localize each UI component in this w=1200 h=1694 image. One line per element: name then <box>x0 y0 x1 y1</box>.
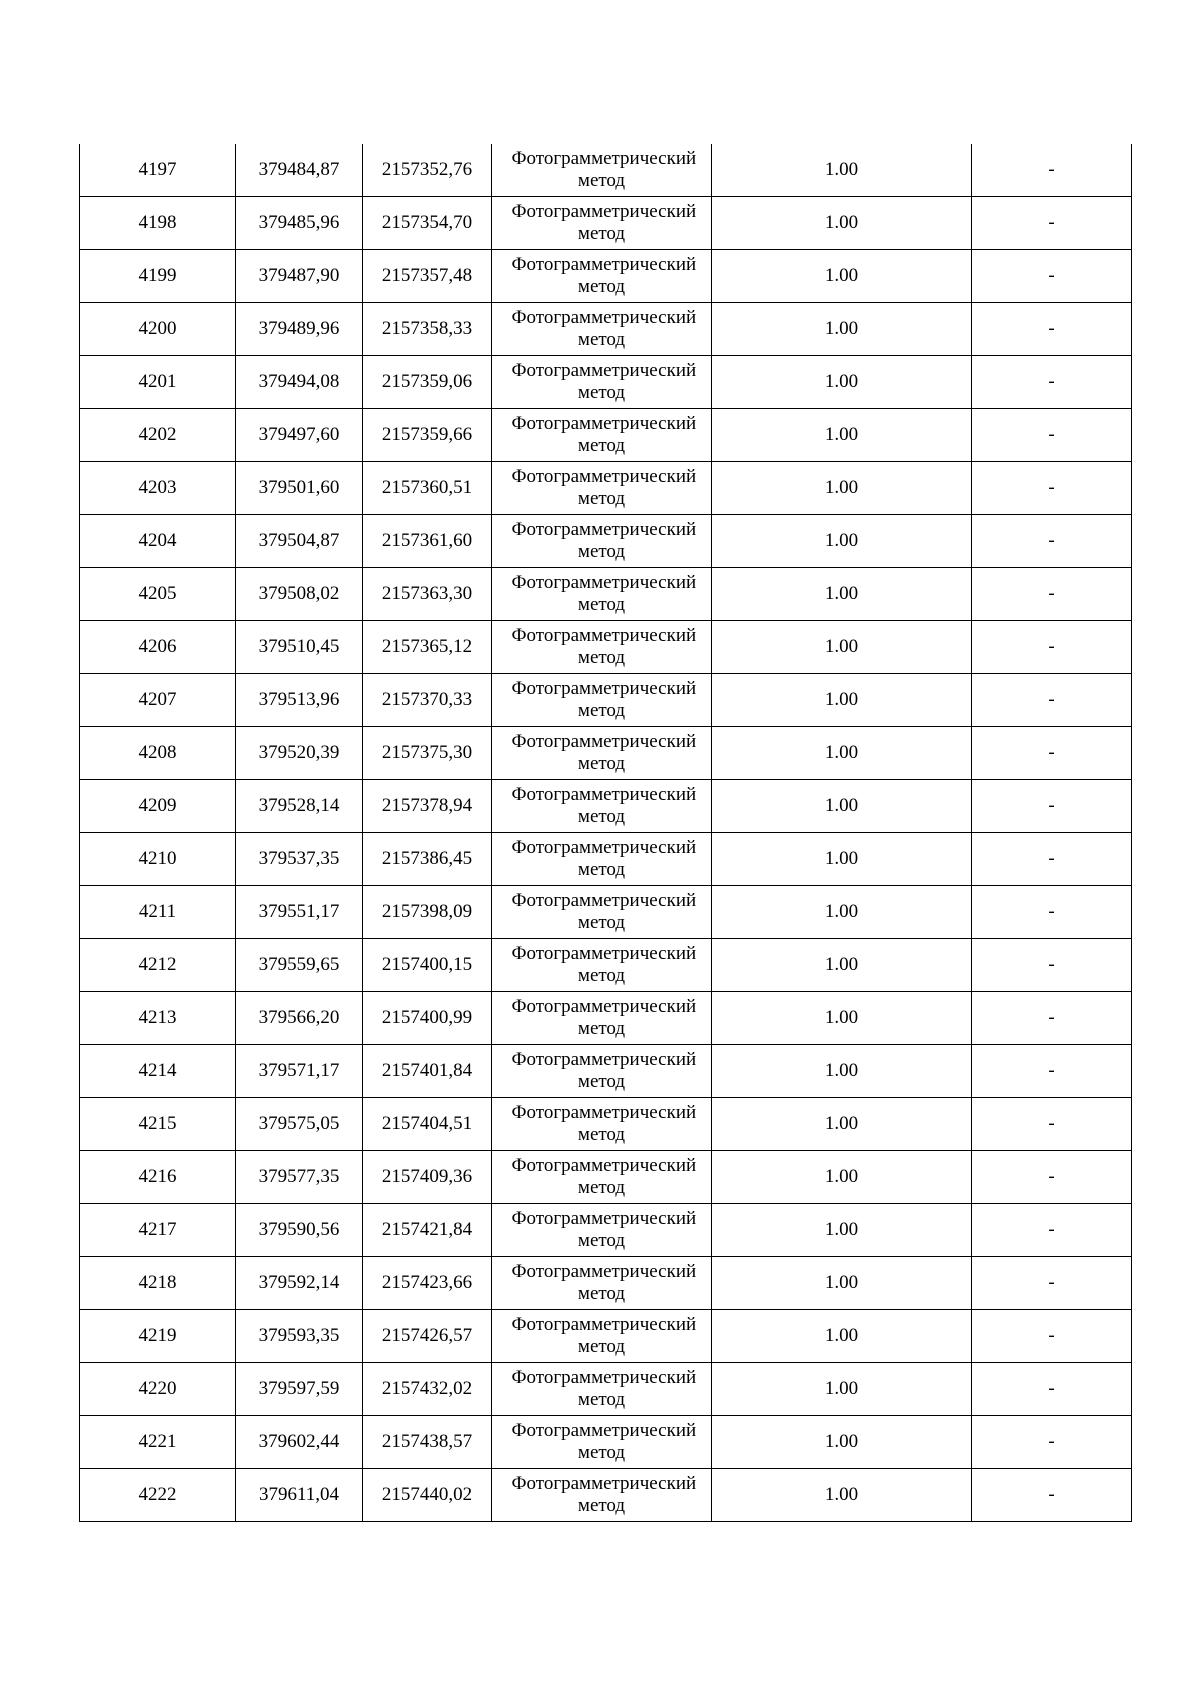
point-number-cell: 4213 <box>80 992 236 1045</box>
y-coordinate-cell: 2157352,76 <box>363 144 492 197</box>
method-cell <box>492 833 712 886</box>
x-coordinate-cell: 379602,44 <box>236 1416 363 1469</box>
x-coordinate-cell: 379501,60 <box>236 462 363 515</box>
y-coordinate-cell: 2157421,84 <box>363 1204 492 1257</box>
note-cell: - <box>972 1310 1132 1363</box>
point-number-cell: 4211 <box>80 886 236 939</box>
accuracy-cell: 1.00 <box>712 1310 972 1363</box>
accuracy-cell: 1.00 <box>712 833 972 886</box>
method-cell <box>492 939 712 992</box>
method-text: Фотограмметрический метод <box>511 890 697 933</box>
point-number-cell: 4205 <box>80 568 236 621</box>
accuracy-cell: 1.00 <box>712 1469 972 1522</box>
table-row <box>80 144 1132 197</box>
note-cell: - <box>972 303 1132 356</box>
method-text: Фотограмметрический метод <box>511 1367 697 1410</box>
table-row <box>80 250 1132 303</box>
point-number-cell: 4220 <box>80 1363 236 1416</box>
accuracy-cell: 1.00 <box>712 1045 972 1098</box>
point-number-cell: 4208 <box>80 727 236 780</box>
x-coordinate-cell: 379485,96 <box>236 197 363 250</box>
method-text: Фотограмметрический метод <box>511 519 697 562</box>
y-coordinate-cell: 2157370,33 <box>363 674 492 727</box>
table-row <box>80 303 1132 356</box>
accuracy-cell: 1.00 <box>712 992 972 1045</box>
method-cell <box>492 356 712 409</box>
x-coordinate-cell: 379577,35 <box>236 1151 363 1204</box>
x-coordinate-cell: 379537,35 <box>236 833 363 886</box>
table-row <box>80 621 1132 674</box>
table-row <box>80 1416 1132 1469</box>
accuracy-cell: 1.00 <box>712 939 972 992</box>
note-cell: - <box>972 1363 1132 1416</box>
method-cell <box>492 1469 712 1522</box>
accuracy-cell: 1.00 <box>712 674 972 727</box>
table-row <box>80 674 1132 727</box>
y-coordinate-cell: 2157359,06 <box>363 356 492 409</box>
accuracy-cell: 1.00 <box>712 568 972 621</box>
note-cell: - <box>972 568 1132 621</box>
y-coordinate-cell: 2157360,51 <box>363 462 492 515</box>
x-coordinate-cell: 379593,35 <box>236 1310 363 1363</box>
method-cell <box>492 1204 712 1257</box>
method-cell <box>492 1416 712 1469</box>
method-cell <box>492 780 712 833</box>
y-coordinate-cell: 2157378,94 <box>363 780 492 833</box>
method-cell <box>492 992 712 1045</box>
note-cell: - <box>972 1257 1132 1310</box>
point-number-cell: 4214 <box>80 1045 236 1098</box>
x-coordinate-cell: 379504,87 <box>236 515 363 568</box>
method-text: Фотограмметрический метод <box>511 678 697 721</box>
point-number-cell: 4215 <box>80 1098 236 1151</box>
y-coordinate-cell: 2157398,09 <box>363 886 492 939</box>
x-coordinate-cell: 379551,17 <box>236 886 363 939</box>
table-row <box>80 356 1132 409</box>
point-number-cell: 4222 <box>80 1469 236 1522</box>
accuracy-cell: 1.00 <box>712 1204 972 1257</box>
y-coordinate-cell: 2157400,99 <box>363 992 492 1045</box>
point-number-cell: 4217 <box>80 1204 236 1257</box>
y-coordinate-cell: 2157404,51 <box>363 1098 492 1151</box>
x-coordinate-cell: 379487,90 <box>236 250 363 303</box>
method-text: Фотограмметрический метод <box>511 1473 697 1516</box>
accuracy-cell: 1.00 <box>712 356 972 409</box>
point-number-cell: 4202 <box>80 409 236 462</box>
table-row <box>80 992 1132 1045</box>
x-coordinate-cell: 379484,87 <box>236 144 363 197</box>
point-number-cell: 4216 <box>80 1151 236 1204</box>
y-coordinate-cell: 2157361,60 <box>363 515 492 568</box>
accuracy-cell: 1.00 <box>712 462 972 515</box>
x-coordinate-cell: 379590,56 <box>236 1204 363 1257</box>
x-coordinate-cell: 379513,96 <box>236 674 363 727</box>
accuracy-cell: 1.00 <box>712 1416 972 1469</box>
method-cell <box>492 1045 712 1098</box>
method-cell <box>492 1257 712 1310</box>
method-text: Фотограмметрический метод <box>511 1208 697 1251</box>
accuracy-cell: 1.00 <box>712 1257 972 1310</box>
method-text: Фотограмметрический метод <box>511 996 697 1039</box>
note-cell: - <box>972 197 1132 250</box>
method-cell <box>492 1363 712 1416</box>
table-row <box>80 409 1132 462</box>
method-text: Фотограмметрический метод <box>511 1102 697 1145</box>
x-coordinate-cell: 379597,59 <box>236 1363 363 1416</box>
accuracy-cell: 1.00 <box>712 621 972 674</box>
table-row <box>80 197 1132 250</box>
coordinates-table <box>79 144 1132 1522</box>
x-coordinate-cell: 379611,04 <box>236 1469 363 1522</box>
table-row <box>80 939 1132 992</box>
point-number-cell: 4221 <box>80 1416 236 1469</box>
table-row <box>80 1469 1132 1522</box>
method-text: Фотограмметрический метод <box>511 1049 697 1092</box>
table-row <box>80 833 1132 886</box>
accuracy-cell: 1.00 <box>712 780 972 833</box>
note-cell: - <box>972 409 1132 462</box>
y-coordinate-cell: 2157375,30 <box>363 727 492 780</box>
y-coordinate-cell: 2157357,48 <box>363 250 492 303</box>
method-text: Фотограмметрический метод <box>511 731 697 774</box>
y-coordinate-cell: 2157438,57 <box>363 1416 492 1469</box>
note-cell: - <box>972 780 1132 833</box>
accuracy-cell: 1.00 <box>712 250 972 303</box>
point-number-cell: 4200 <box>80 303 236 356</box>
method-cell <box>492 515 712 568</box>
accuracy-cell: 1.00 <box>712 144 972 197</box>
point-number-cell: 4219 <box>80 1310 236 1363</box>
point-number-cell: 4218 <box>80 1257 236 1310</box>
method-cell <box>492 621 712 674</box>
note-cell: - <box>972 833 1132 886</box>
method-text: Фотограмметрический метод <box>511 837 697 880</box>
accuracy-cell: 1.00 <box>712 409 972 462</box>
accuracy-cell: 1.00 <box>712 886 972 939</box>
method-cell <box>492 568 712 621</box>
note-cell: - <box>972 250 1132 303</box>
method-cell <box>492 727 712 780</box>
note-cell: - <box>972 886 1132 939</box>
method-text: Фотограмметрический метод <box>511 572 697 615</box>
note-cell: - <box>972 1045 1132 1098</box>
x-coordinate-cell: 379508,02 <box>236 568 363 621</box>
method-cell <box>492 409 712 462</box>
point-number-cell: 4212 <box>80 939 236 992</box>
method-text: Фотограмметрический метод <box>511 1314 697 1357</box>
method-cell <box>492 1098 712 1151</box>
accuracy-cell: 1.00 <box>712 1098 972 1151</box>
y-coordinate-cell: 2157359,66 <box>363 409 492 462</box>
accuracy-cell: 1.00 <box>712 303 972 356</box>
x-coordinate-cell: 379489,96 <box>236 303 363 356</box>
point-number-cell: 4210 <box>80 833 236 886</box>
note-cell: - <box>972 515 1132 568</box>
point-number-cell: 4201 <box>80 356 236 409</box>
method-text: Фотограмметрический метод <box>511 413 697 456</box>
coordinates-table-body <box>80 144 1132 1522</box>
accuracy-cell: 1.00 <box>712 1151 972 1204</box>
point-number-cell: 4206 <box>80 621 236 674</box>
point-number-cell: 4198 <box>80 197 236 250</box>
method-text: Фотограмметрический метод <box>511 201 697 244</box>
y-coordinate-cell: 2157401,84 <box>363 1045 492 1098</box>
note-cell: - <box>972 1204 1132 1257</box>
y-coordinate-cell: 2157354,70 <box>363 197 492 250</box>
method-cell <box>492 886 712 939</box>
x-coordinate-cell: 379575,05 <box>236 1098 363 1151</box>
y-coordinate-cell: 2157423,66 <box>363 1257 492 1310</box>
accuracy-cell: 1.00 <box>712 1363 972 1416</box>
table-row <box>80 780 1132 833</box>
method-text: Фотограмметрический метод <box>511 307 697 350</box>
x-coordinate-cell: 379566,20 <box>236 992 363 1045</box>
method-text: Фотограмметрический метод <box>511 360 697 403</box>
method-text: Фотограмметрический метод <box>511 148 697 191</box>
note-cell: - <box>972 727 1132 780</box>
method-cell <box>492 303 712 356</box>
table-row <box>80 1204 1132 1257</box>
method-cell <box>492 197 712 250</box>
method-cell <box>492 674 712 727</box>
x-coordinate-cell: 379510,45 <box>236 621 363 674</box>
accuracy-cell: 1.00 <box>712 727 972 780</box>
y-coordinate-cell: 2157358,33 <box>363 303 492 356</box>
y-coordinate-cell: 2157440,02 <box>363 1469 492 1522</box>
x-coordinate-cell: 379559,65 <box>236 939 363 992</box>
x-coordinate-cell: 379494,08 <box>236 356 363 409</box>
method-text: Фотограмметрический метод <box>511 1261 697 1304</box>
note-cell: - <box>972 674 1132 727</box>
x-coordinate-cell: 379592,14 <box>236 1257 363 1310</box>
x-coordinate-cell: 379571,17 <box>236 1045 363 1098</box>
table-row <box>80 1363 1132 1416</box>
accuracy-cell: 1.00 <box>712 515 972 568</box>
table-row <box>80 515 1132 568</box>
table-row <box>80 568 1132 621</box>
point-number-cell: 4199 <box>80 250 236 303</box>
point-number-cell: 4207 <box>80 674 236 727</box>
method-cell <box>492 250 712 303</box>
note-cell: - <box>972 1416 1132 1469</box>
table-row <box>80 886 1132 939</box>
note-cell: - <box>972 462 1132 515</box>
method-text: Фотограмметрический метод <box>511 625 697 668</box>
note-cell: - <box>972 1151 1132 1204</box>
x-coordinate-cell: 379528,14 <box>236 780 363 833</box>
method-text: Фотограмметрический метод <box>511 254 697 297</box>
x-coordinate-cell: 379520,39 <box>236 727 363 780</box>
note-cell: - <box>972 1469 1132 1522</box>
accuracy-cell: 1.00 <box>712 197 972 250</box>
table-row <box>80 1257 1132 1310</box>
method-text: Фотограмметрический метод <box>511 1155 697 1198</box>
y-coordinate-cell: 2157386,45 <box>363 833 492 886</box>
table-row <box>80 462 1132 515</box>
table-row <box>80 727 1132 780</box>
y-coordinate-cell: 2157426,57 <box>363 1310 492 1363</box>
method-cell <box>492 1310 712 1363</box>
note-cell: - <box>972 356 1132 409</box>
method-text: Фотограмметрический метод <box>511 943 697 986</box>
x-coordinate-cell: 379497,60 <box>236 409 363 462</box>
note-cell: - <box>972 992 1132 1045</box>
point-number-cell: 4197 <box>80 144 236 197</box>
note-cell: - <box>972 144 1132 197</box>
method-text: Фотограмметрический метод <box>511 784 697 827</box>
y-coordinate-cell: 2157365,12 <box>363 621 492 674</box>
y-coordinate-cell: 2157363,30 <box>363 568 492 621</box>
method-cell <box>492 1151 712 1204</box>
method-cell <box>492 144 712 197</box>
method-cell <box>492 462 712 515</box>
note-cell: - <box>972 939 1132 992</box>
table-row <box>80 1045 1132 1098</box>
point-number-cell: 4209 <box>80 780 236 833</box>
table-row <box>80 1151 1132 1204</box>
y-coordinate-cell: 2157400,15 <box>363 939 492 992</box>
method-text: Фотограмметрический метод <box>511 1420 697 1463</box>
method-text: Фотограмметрический метод <box>511 466 697 509</box>
y-coordinate-cell: 2157409,36 <box>363 1151 492 1204</box>
y-coordinate-cell: 2157432,02 <box>363 1363 492 1416</box>
table-row <box>80 1310 1132 1363</box>
point-number-cell: 4203 <box>80 462 236 515</box>
note-cell: - <box>972 1098 1132 1151</box>
note-cell: - <box>972 621 1132 674</box>
table-row <box>80 1098 1132 1151</box>
point-number-cell: 4204 <box>80 515 236 568</box>
